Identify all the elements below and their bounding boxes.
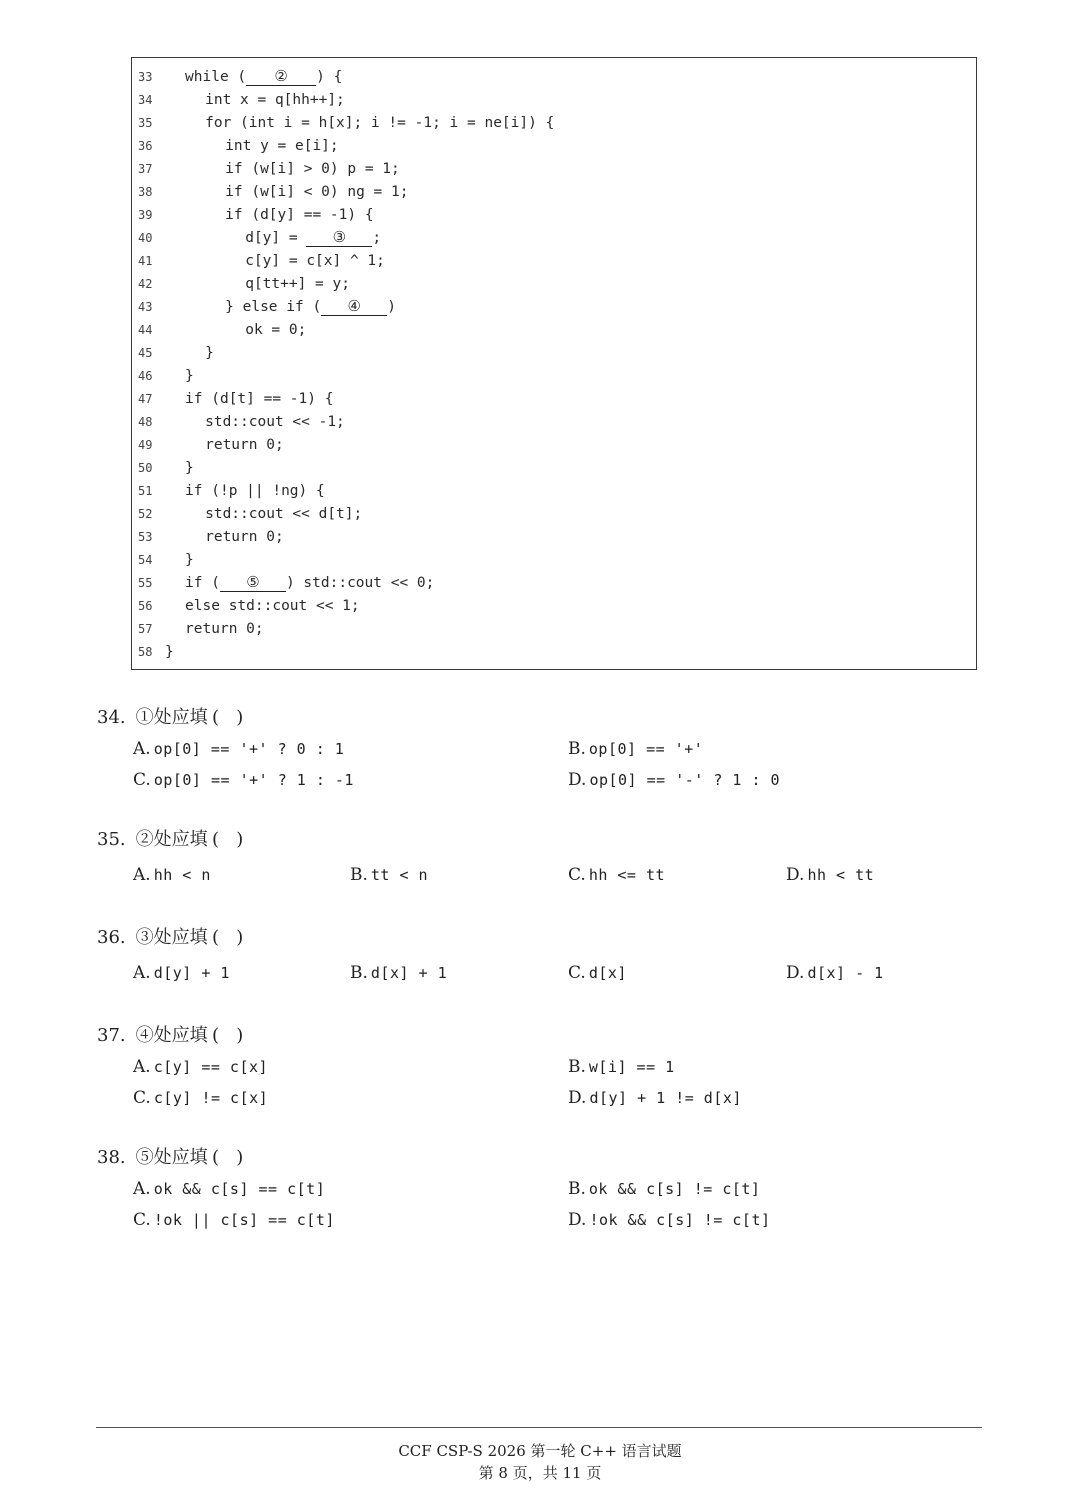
code-token: else std::cout << 1; (185, 598, 360, 614)
code-token: } (165, 644, 174, 660)
question-number: 37. (97, 1025, 126, 1046)
option-expression: hh < n (153, 866, 211, 884)
code-text (225, 296, 396, 319)
line-number: 51 (138, 484, 153, 498)
line-number: 37 (138, 162, 153, 176)
code-token: } else if ( (225, 299, 322, 315)
code-text (245, 273, 350, 296)
line-number: 38 (138, 185, 153, 199)
option-expression: d[y] + 1 (153, 964, 230, 982)
option-letter: D. (568, 1210, 587, 1230)
code-token: std::cout << d[t]; (205, 506, 363, 522)
option-b[interactable] (568, 1057, 675, 1077)
question-stem (97, 825, 248, 851)
option-b[interactable] (350, 963, 447, 983)
code-text (185, 595, 360, 618)
option-d[interactable] (786, 963, 884, 983)
question-paren[interactable]: ( ) (212, 1147, 244, 1168)
code-text (205, 434, 284, 457)
line-number: 36 (138, 139, 153, 153)
line-number: 58 (138, 645, 153, 659)
option-expression: !ok && c[s] != c[t] (589, 1211, 771, 1229)
code-token: d[y] = (245, 230, 307, 246)
question-stem (97, 923, 248, 949)
question-stem: ⑤处应填 (135, 1147, 208, 1168)
line-number: 46 (138, 369, 153, 383)
option-letter: B. (568, 739, 586, 759)
code-text (185, 66, 342, 89)
option-expression: tt < n (370, 866, 429, 884)
code-token: c[y] = c[x] ^ 1; (245, 253, 385, 269)
line-number: 56 (138, 599, 153, 613)
option-c[interactable] (133, 1210, 335, 1230)
option-letter: C. (568, 865, 586, 885)
line-number: 47 (138, 392, 153, 406)
option-letter: A. (133, 865, 151, 885)
code-token: ) (387, 299, 396, 315)
option-letter: B. (568, 1179, 586, 1199)
code-token: return 0; (185, 621, 264, 637)
option-letter: C. (568, 963, 586, 983)
option-expression: d[x] (588, 964, 627, 982)
option-expression: op[0] == '+' ? 1 : -1 (153, 771, 354, 789)
fill-in-blank: ④ (321, 297, 387, 316)
question-number: 38. (97, 1147, 126, 1168)
option-expression: d[y] + 1 != d[x] (589, 1089, 742, 1107)
line-number: 54 (138, 553, 153, 567)
question-stem (97, 1143, 248, 1169)
code-token: if (w[i] < 0) ng = 1; (225, 184, 409, 200)
line-number: 34 (138, 93, 153, 107)
line-number: 53 (138, 530, 153, 544)
option-expression: ok && c[s] != c[t] (588, 1180, 761, 1198)
option-b[interactable] (568, 739, 703, 759)
code-text (185, 480, 325, 503)
question-number: 35. (97, 829, 126, 850)
option-letter: B. (568, 1057, 586, 1077)
option-a[interactable] (133, 739, 344, 759)
line-number: 39 (138, 208, 153, 222)
footer-divider (96, 1427, 982, 1428)
code-token: return 0; (205, 437, 284, 453)
code-token: while ( (185, 69, 247, 85)
option-c[interactable] (568, 963, 627, 983)
code-text (205, 526, 284, 549)
option-c[interactable] (568, 865, 665, 885)
code-text (205, 112, 554, 135)
option-expression: op[0] == '+' ? 0 : 1 (153, 740, 345, 758)
code-token: q[tt++] = y; (245, 276, 350, 292)
code-token: if ( (185, 575, 220, 591)
fill-in-blank: ⑤ (220, 573, 286, 592)
code-text (205, 503, 362, 526)
option-letter: B. (350, 963, 368, 983)
code-token: } (205, 345, 214, 361)
code-token: ; (372, 230, 382, 246)
option-a[interactable] (133, 1179, 325, 1199)
line-number: 42 (138, 277, 153, 291)
code-text (245, 319, 306, 342)
option-d[interactable] (568, 1088, 742, 1108)
option-letter: B. (350, 865, 368, 885)
question-number: 34. (97, 707, 126, 728)
code-listing (131, 57, 977, 670)
line-number: 43 (138, 300, 153, 314)
option-letter: D. (568, 1088, 587, 1108)
option-letter: A. (133, 1057, 151, 1077)
code-token: } (185, 368, 194, 384)
line-number: 49 (138, 438, 153, 452)
code-token: ok = 0; (245, 322, 307, 338)
question-stem: ②处应填 (135, 829, 208, 850)
option-letter: C. (133, 1088, 151, 1108)
question-stem: ①处应填 (135, 707, 208, 728)
code-text (205, 411, 345, 434)
code-token: ) std::cout << 0; (285, 575, 435, 591)
option-expression: d[x] + 1 (370, 964, 448, 982)
option-expression: c[y] != c[x] (153, 1089, 269, 1107)
line-number: 41 (138, 254, 153, 268)
code-token: int x = q[hh++]; (205, 92, 345, 108)
option-c[interactable] (133, 770, 354, 790)
question-number: 36. (97, 927, 126, 948)
option-expression: !ok || c[s] == c[t] (153, 1211, 335, 1229)
option-letter: D. (568, 770, 587, 790)
option-a[interactable] (133, 865, 211, 885)
question-paren[interactable]: ( ) (212, 829, 244, 850)
option-expression: d[x] - 1 (807, 964, 884, 982)
option-letter: D. (786, 963, 805, 983)
code-token: if (d[t] == -1) { (185, 391, 334, 407)
fill-in-blank: ③ (306, 228, 372, 247)
line-number: 52 (138, 507, 153, 521)
code-token: } (185, 552, 194, 568)
question-stem: ④处应填 (135, 1025, 208, 1046)
option-d[interactable] (786, 865, 874, 885)
option-expression: op[0] == '+' (588, 740, 704, 758)
fill-in-blank: ② (246, 67, 316, 86)
line-number: 50 (138, 461, 153, 475)
code-token: if (d[y] == -1) { (225, 207, 374, 223)
line-number: 33 (138, 70, 153, 84)
code-token: ) { (316, 69, 343, 85)
option-expression: op[0] == '-' ? 1 : 0 (589, 771, 781, 789)
option-letter: C. (133, 770, 151, 790)
code-text (185, 388, 333, 411)
code-text (185, 572, 434, 595)
option-a[interactable] (133, 963, 230, 983)
code-token: std::cout << -1; (205, 414, 345, 430)
option-letter: A. (133, 963, 151, 983)
option-letter: A. (133, 1179, 151, 1199)
code-text (165, 641, 174, 664)
question-paren[interactable]: ( ) (212, 927, 244, 948)
option-expression: hh <= tt (588, 866, 666, 884)
option-b[interactable] (568, 1179, 760, 1199)
code-text (185, 365, 194, 388)
code-token: int y = e[i]; (225, 138, 339, 154)
option-expression: hh < tt (807, 866, 875, 884)
question-stem (97, 1021, 248, 1047)
line-number: 48 (138, 415, 153, 429)
code-token: if (!p || !ng) { (185, 483, 325, 499)
line-number: 40 (138, 231, 153, 245)
option-expression: ok && c[s] == c[t] (153, 1180, 326, 1198)
option-a[interactable] (133, 1057, 268, 1077)
line-number: 57 (138, 622, 153, 636)
option-b[interactable] (350, 865, 428, 885)
line-number: 55 (138, 576, 153, 590)
code-text (205, 89, 345, 112)
option-c[interactable] (133, 1088, 268, 1108)
code-text (225, 204, 373, 227)
line-number: 44 (138, 323, 153, 337)
code-text (245, 227, 381, 250)
code-text (225, 181, 408, 204)
option-expression: c[y] == c[x] (153, 1058, 269, 1076)
option-d[interactable] (568, 770, 780, 790)
code-token: return 0; (205, 529, 284, 545)
question-stem: ③处应填 (135, 927, 208, 948)
question-stem (97, 703, 248, 729)
option-d[interactable] (568, 1210, 771, 1230)
question-paren[interactable]: ( ) (212, 1025, 244, 1046)
code-text (185, 457, 194, 480)
code-text (185, 549, 194, 572)
option-expression: w[i] == 1 (588, 1058, 675, 1076)
code-text (245, 250, 385, 273)
question-paren[interactable]: ( ) (212, 707, 244, 728)
footer-page-number: 第 8 页，共 11 页 (478, 1464, 602, 1482)
option-letter: C. (133, 1210, 151, 1230)
code-text (185, 618, 264, 641)
code-text (225, 158, 400, 181)
code-token: for (int i = h[x]; i != -1; i = ne[i]) { (205, 115, 555, 131)
line-number: 45 (138, 346, 153, 360)
option-letter: A. (133, 739, 151, 759)
code-text (225, 135, 339, 158)
code-token: } (185, 460, 194, 476)
code-text (205, 342, 214, 365)
footer-title: CCF CSP-S 2026 第一轮 C++ 语言试题 (398, 1442, 682, 1460)
line-number: 35 (138, 116, 153, 130)
code-token: if (w[i] > 0) p = 1; (225, 161, 400, 177)
option-letter: D. (786, 865, 805, 885)
